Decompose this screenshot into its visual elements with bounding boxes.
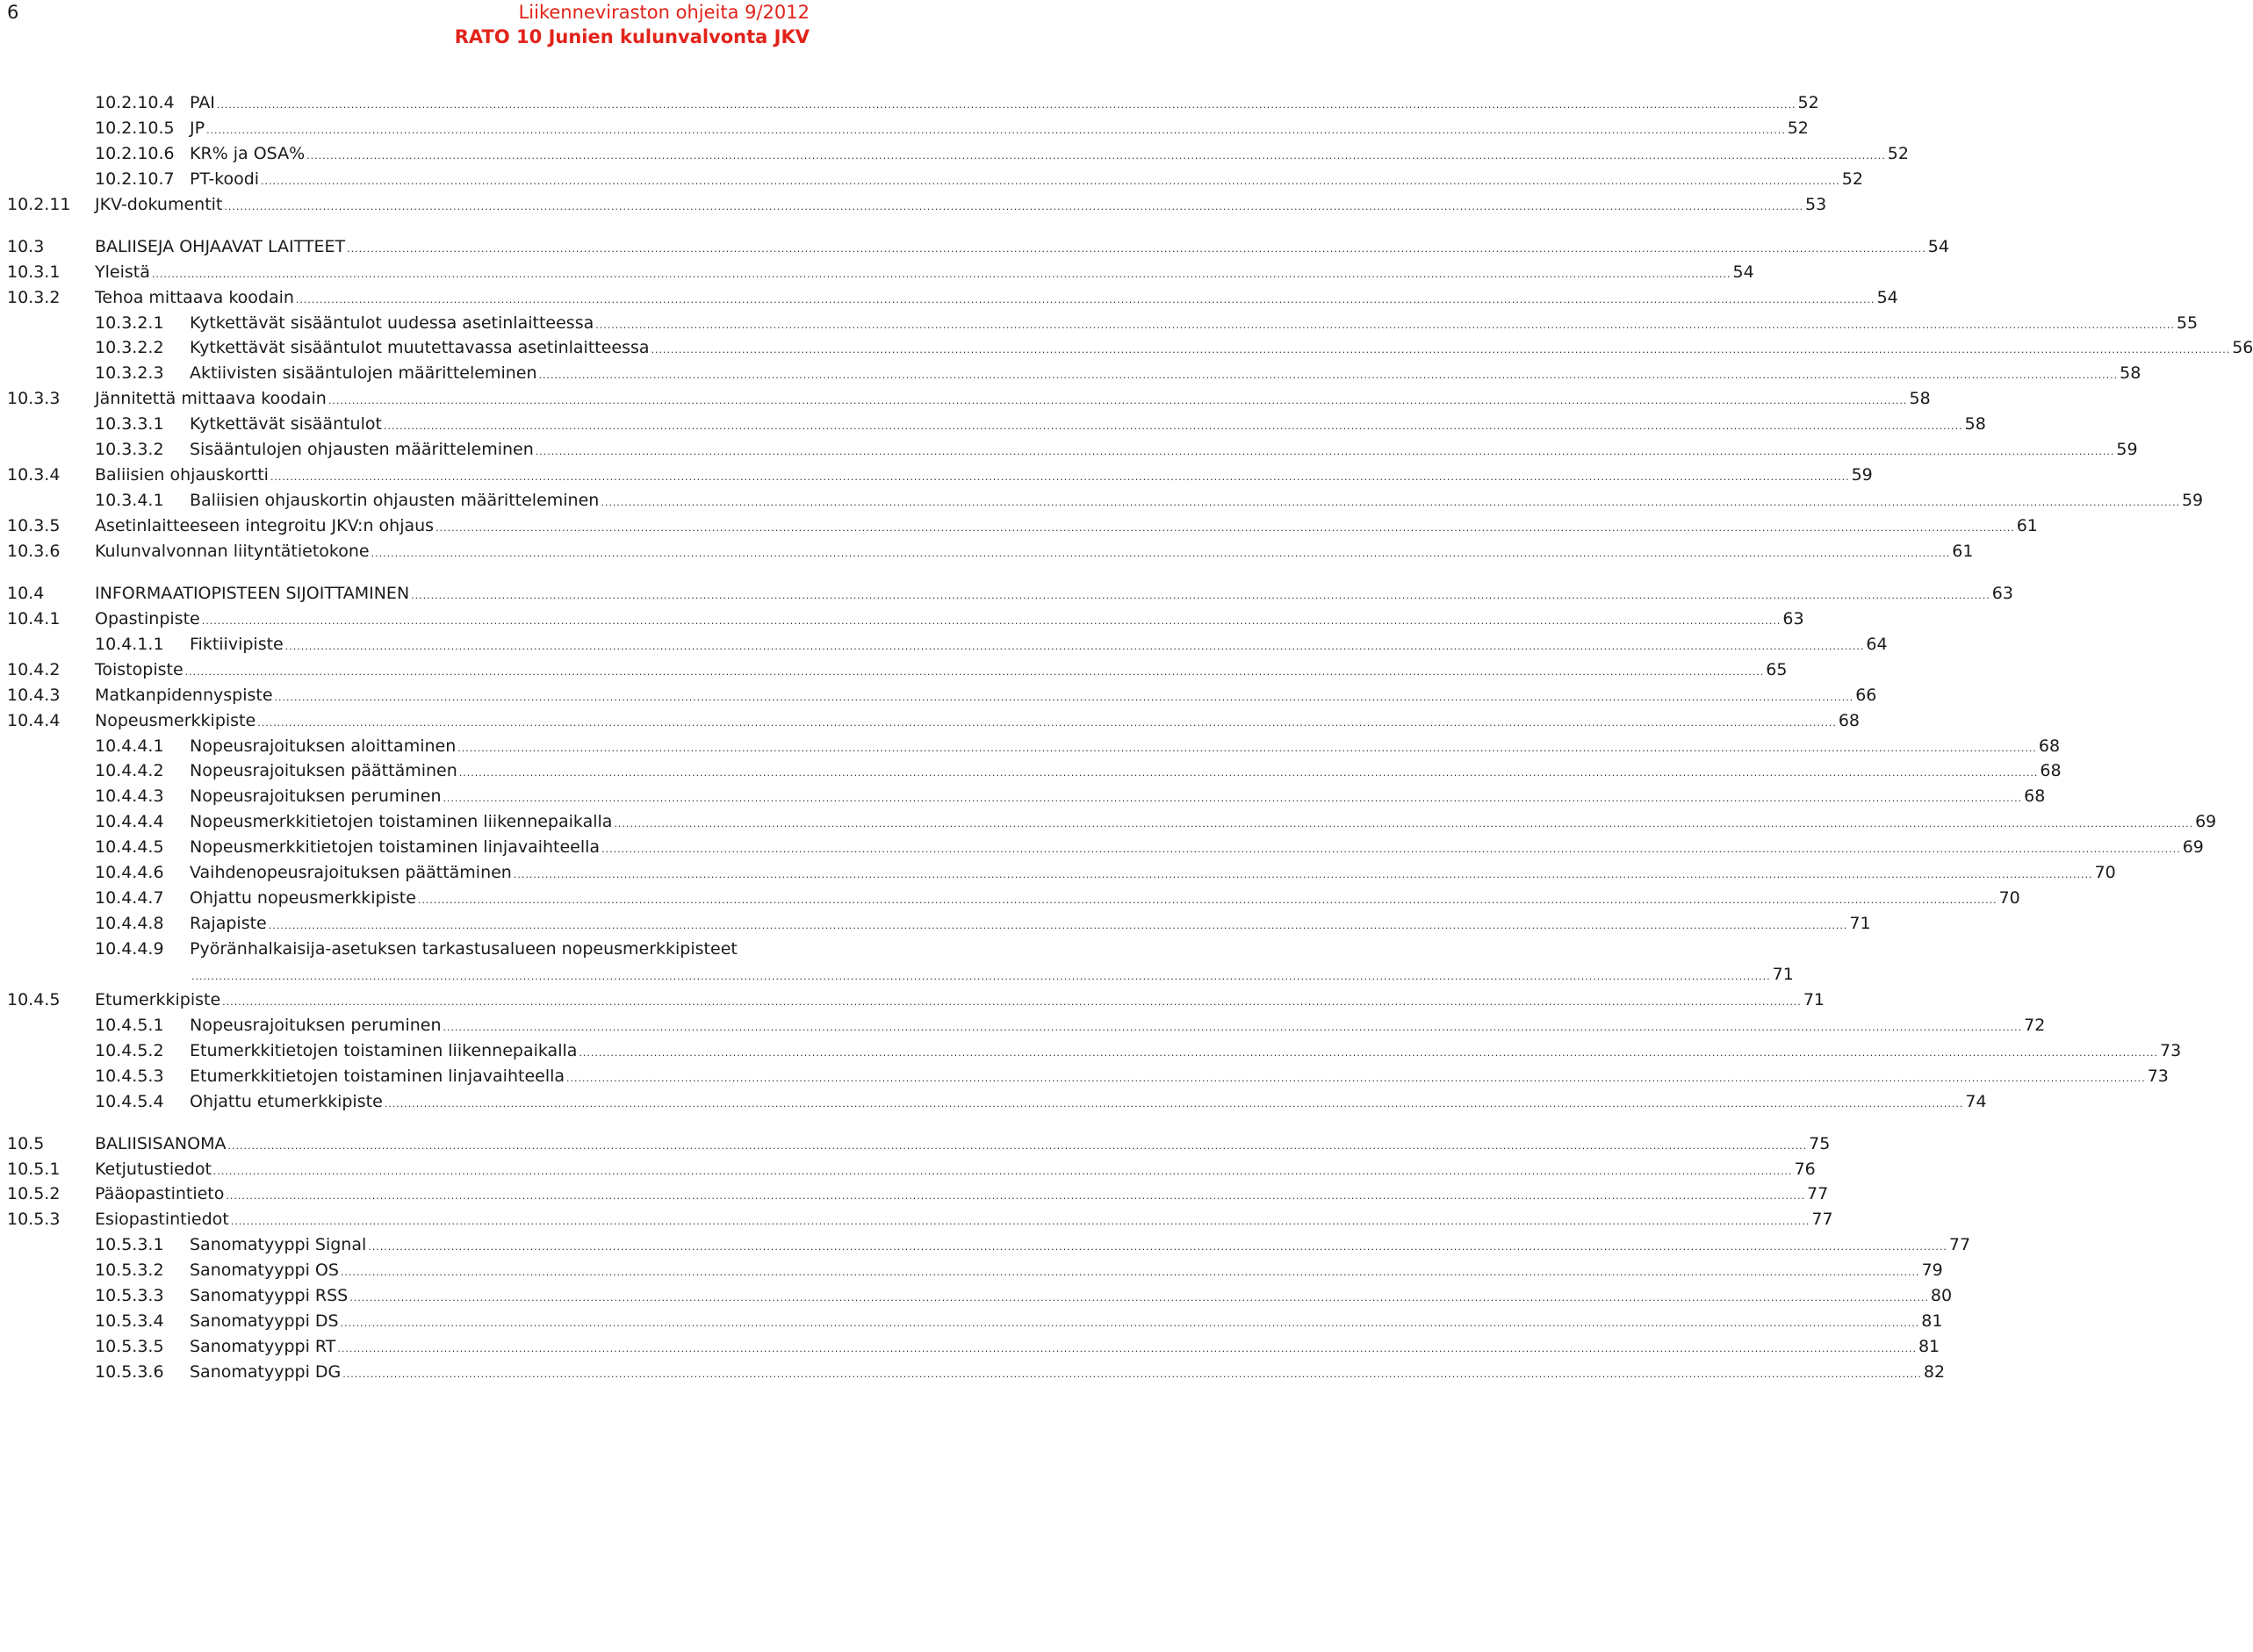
toc-entry[interactable] — [0, 437, 2138, 463]
table-of-contents — [0, 90, 2253, 1385]
toc-entry-number: 10.4.5.4 — [95, 1091, 164, 1111]
toc-entry[interactable] — [0, 937, 843, 962]
toc-entry-title: Ketjutustiedot — [95, 1159, 212, 1179]
dot-leader: ................................................................................................................................................................................................................................................................................................................................................................................................................ — [458, 767, 2039, 779]
toc-entry-number: 10.4.4.5 — [95, 837, 164, 858]
dot-leader: ................................................................................................................................................................................................................................................................................................................................................................................................................ — [212, 1165, 1793, 1177]
toc-entry-number: 10.3.4 — [7, 465, 61, 485]
toc-entry-title: Baliisien ohjauskortin ohjausten määritteleminen — [190, 491, 600, 511]
document-title: RATO 10 Junien kulunvalvonta JKV — [454, 26, 810, 47]
toc-entry-title: INFORMAATIOPISTEEN SIJOITTAMINEN — [95, 583, 410, 603]
toc-entry-number: 10.3.6 — [7, 541, 61, 561]
toc-entry[interactable] — [0, 1334, 1940, 1360]
toc-entry[interactable] — [0, 1089, 1987, 1115]
toc-entry-number: 10.3.1 — [7, 262, 61, 282]
toc-entry-number: 10.3 — [7, 236, 45, 256]
toc-entry-title: Kulunvalvonnan liityntätietokone — [95, 541, 370, 561]
dot-leader: ................................................................................................................................................................................................................................................................................................................................................................................................................ — [651, 344, 2231, 356]
toc-entry-page: 68 — [1838, 710, 1861, 730]
toc-entry-title: Rajapiste — [190, 914, 267, 934]
toc-entry[interactable] — [0, 141, 1909, 167]
toc-entry[interactable] — [0, 514, 2038, 539]
toc-entry[interactable] — [0, 260, 1754, 285]
dot-leader: ................................................................................................................................................................................................................................................................................................................................................................................................................ — [384, 1097, 1964, 1110]
toc-entry-title: Sanomatyyppi Signal — [190, 1235, 367, 1255]
toc-entry[interactable] — [0, 335, 2253, 361]
toc-entry-title: BALIISISANOMA — [95, 1133, 227, 1153]
page-number: 6 — [7, 2, 19, 23]
toc-entry-page: 79 — [1921, 1261, 1943, 1281]
toc-entry-title: Fiktiivipiste — [190, 634, 284, 654]
dot-leader: ................................................................................................................................................................................................................................................................................................................................................................................................................ — [226, 1190, 1806, 1203]
toc-entry[interactable] — [0, 539, 1974, 564]
dot-leader: ................................................................................................................................................................................................................................................................................................................................................................................................................ — [443, 1021, 2023, 1033]
toc-entry-number: 10.2.10.5 — [95, 118, 175, 138]
toc-entry-page: 59 — [2116, 440, 2138, 460]
toc-entry[interactable] — [0, 988, 1825, 1013]
dot-leader: ................................................................................................................................................................................................................................................................................................................................................................................................................ — [257, 716, 1837, 729]
toc-entry-page: 63 — [1782, 608, 1804, 628]
toc-entry-title: Sisääntulojen ohjausten määritteleminen — [190, 440, 534, 460]
toc-entry-title: Sanomatyyppi DG — [190, 1362, 342, 1382]
toc-entry-page: 68 — [2024, 786, 2046, 807]
toc-entry-title: Kytkettävät sisääntulot — [190, 414, 382, 435]
toc-entry-title: Matkanpidennyspiste — [95, 685, 273, 705]
toc-entry-title: Ohjattu etumerkkipiste — [190, 1091, 383, 1111]
toc-entry[interactable] — [0, 90, 1819, 116]
toc-entry-page: 74 — [1965, 1091, 1987, 1111]
toc-entry-number: 10.4.5.3 — [95, 1066, 164, 1086]
toc-entry[interactable] — [0, 657, 1788, 683]
dot-leader: ................................................................................................................................................................................................................................................................................................................................................................................................................ — [342, 1368, 1922, 1380]
toc-entry-number: 10.5.3.2 — [95, 1261, 164, 1281]
dot-leader: ................................................................................................................................................................................................................................................................................................................................................................................................................ — [371, 547, 1951, 559]
toc-entry-page: 64 — [1866, 634, 1888, 654]
toc-entry[interactable] — [0, 708, 1861, 734]
toc-entry[interactable] — [0, 758, 2062, 784]
toc-entry-continuation[interactable] — [0, 962, 1794, 988]
toc-entry-number: 10.5.3.5 — [95, 1337, 164, 1357]
toc-entry-page: 54 — [1732, 262, 1754, 282]
toc-entry[interactable] — [0, 116, 1809, 141]
toc-entry-page: 58 — [2120, 363, 2141, 384]
toc-entry-number: 10.3.3 — [7, 389, 61, 409]
toc-entry[interactable] — [0, 809, 2217, 835]
toc-entry[interactable] — [0, 412, 1986, 437]
dot-leader: ................................................................................................................................................................................................................................................................................................................................................................................................................ — [601, 497, 2180, 509]
toc-entry[interactable] — [0, 192, 1827, 218]
toc-entry-number: 10.3.3.2 — [95, 440, 164, 460]
toc-entry-page: 66 — [1855, 685, 1877, 705]
toc-entry-number: 10.4.1 — [7, 608, 61, 628]
toc-entry-page: 80 — [1930, 1286, 1953, 1306]
toc-entry-page: 63 — [1991, 583, 2013, 603]
toc-entry-number: 10.3.2.3 — [95, 363, 164, 384]
dot-leader: ................................................................................................................................................................................................................................................................................................................................................................................................................ — [513, 869, 2093, 881]
toc-entry-title: BALIISEJA OHJAAVAT LAITTEET — [95, 236, 346, 256]
toc-entry[interactable] — [0, 886, 2020, 911]
toc-entry-title: Tehoa mittaava koodain — [95, 287, 294, 307]
toc-entry[interactable] — [0, 463, 1873, 488]
toc-entry-title: Nopeusmerkkitietojen toistaminen linjavaihteella — [190, 837, 601, 858]
publication-title: Liikenneviraston ohjeita 9/2012 — [518, 2, 810, 23]
toc-entry-page: 72 — [2024, 1015, 2046, 1035]
toc-entry-number: 10.2.11 — [7, 194, 71, 214]
toc-entry-number: 10.3.5 — [7, 516, 61, 535]
toc-entry-number: 10.4.2 — [7, 659, 61, 679]
toc-entry-title: KR% ja OSA% — [190, 143, 306, 163]
toc-entry-title: Etumerkkipiste — [95, 989, 221, 1009]
toc-entry[interactable] — [0, 1157, 1816, 1182]
toc-entry-page: 68 — [2040, 761, 2062, 781]
toc-entry[interactable] — [0, 234, 1949, 260]
toc-entry-title: Sanomatyyppi OS — [190, 1261, 339, 1281]
dot-leader: ................................................................................................................................................................................................................................................................................................................................................................................................................ — [270, 471, 1850, 484]
dot-leader: ................................................................................................................................................................................................................................................................................................................................................................................................................ — [417, 894, 1997, 907]
toc-entry-page: 77 — [1807, 1184, 1829, 1204]
dot-leader: ................................................................................................................................................................................................................................................................................................................................................................................................................ — [268, 920, 1848, 932]
toc-entry-number: 10.4.4.6 — [95, 863, 164, 883]
toc-entry[interactable] — [0, 488, 2204, 514]
toc-entry-title: PAI — [190, 93, 215, 112]
dot-leader: ................................................................................................................................................................................................................................................................................................................................................................................................................ — [337, 1343, 1917, 1355]
toc-entry-title: Baliisien ohjauskortti — [95, 465, 269, 485]
toc-entry-title: JP — [190, 118, 205, 138]
toc-entry[interactable] — [0, 835, 2204, 860]
toc-entry-page: 71 — [1772, 964, 1794, 984]
toc-entry[interactable] — [0, 386, 1931, 412]
toc-entry-title: Toistopiste — [95, 659, 184, 679]
toc-entry-title: Asetinlaitteeseen integroitu JKV:n ohjaus — [95, 516, 435, 535]
dot-leader: ................................................................................................................................................................................................................................................................................................................................................................................................................ — [184, 665, 1765, 678]
toc-entry-page: 73 — [2147, 1066, 2169, 1086]
toc-entry[interactable] — [0, 167, 1863, 192]
toc-entry-number: 10.4.4.2 — [95, 761, 164, 781]
toc-entry-title: Etumerkkitietojen toistaminen liikennepaikalla — [190, 1040, 578, 1060]
toc-entry-page: 69 — [2195, 812, 2217, 832]
toc-entry-number: 10.4.1.1 — [95, 634, 164, 654]
toc-entry-page: 56 — [2232, 338, 2253, 358]
toc-entry[interactable] — [0, 1013, 2046, 1038]
toc-entry-page: 75 — [1809, 1133, 1831, 1153]
toc-entry-page: 77 — [1948, 1235, 1971, 1255]
toc-entry-page: 54 — [1927, 236, 1949, 256]
toc-entry-page: 52 — [1787, 118, 1809, 138]
toc-entry-page: 52 — [1841, 169, 1863, 189]
toc-entry-title: Nopeusrajoituksen peruminen — [190, 1015, 442, 1035]
toc-entry[interactable] — [0, 607, 1804, 632]
toc-entry-title: Nopeusrajoituksen aloittaminen — [190, 736, 457, 756]
dot-leader: ................................................................................................................................................................................................................................................................................................................................................................................................................ — [601, 844, 2181, 856]
toc-entry-title: PT-koodi — [190, 169, 260, 189]
toc-entry-title: Nopeusmerkkitietojen toistaminen liikennepaikalla — [190, 812, 613, 832]
toc-entry-number: 10.4.3 — [7, 685, 61, 705]
dot-leader: ................................................................................................................................................................................................................................................................................................................................................................................................................ — [216, 99, 1796, 111]
toc-entry-page: 81 — [1921, 1311, 1943, 1332]
toc-entry-number: 10.4.4.9 — [95, 939, 164, 959]
toc-entry[interactable] — [0, 911, 1871, 937]
toc-entry-page: 54 — [1876, 287, 1898, 307]
dot-leader: ................................................................................................................................................................................................................................................................................................................................................................................................................ — [457, 742, 2037, 754]
toc-entry[interactable] — [0, 734, 2061, 759]
dot-leader: ................................................................................................................................................................................................................................................................................................................................................................................................................ — [230, 1216, 1810, 1228]
toc-entry[interactable] — [0, 1131, 1831, 1157]
dot-leader: ................................................................................................................................................................................................................................................................................................................................................................................................................ — [295, 293, 1875, 305]
dot-leader: ................................................................................................................................................................................................................................................................................................................................................................................................................ — [261, 175, 1840, 187]
dot-leader: ................................................................................................................................................................................................................................................................................................................................................................................................................ — [227, 1139, 1808, 1152]
toc-entry-number: 10.5.3.1 — [95, 1235, 164, 1255]
dot-leader: ................................................................................................................................................................................................................................................................................................................................................................................................................ — [274, 691, 1854, 703]
toc-entry-title: Kytkettävät sisääntulot uudessa asetinlaitteessa — [190, 312, 594, 333]
toc-entry-number: 10.5.2 — [7, 1184, 61, 1204]
toc-entry-number: 10.4.4.8 — [95, 914, 164, 934]
dot-leader: ................................................................................................................................................................................................................................................................................................................................................................................................................ — [411, 589, 1990, 601]
dot-leader: ................................................................................................................................................................................................................................................................................................................................................................................................................ — [206, 124, 1786, 136]
toc-entry[interactable] — [0, 1038, 2182, 1064]
toc-entry-number: 10.4.5 — [7, 989, 61, 1009]
toc-entry-number: 10.4.4.3 — [95, 786, 164, 807]
toc-entry-title: Sanomatyyppi RSS — [190, 1286, 349, 1306]
toc-entry-title: JKV-dokumentit — [95, 194, 223, 214]
toc-entry-page: 76 — [1794, 1159, 1816, 1179]
toc-entry-number: 10.3.2 — [7, 287, 61, 307]
toc-entry-number: 10.4.4.7 — [95, 888, 164, 909]
toc-entry-title: Etumerkkitietojen toistaminen linjavaihteella — [190, 1066, 565, 1086]
toc-entry[interactable] — [0, 1360, 1946, 1385]
toc-entry-number: 10.4.4 — [7, 710, 61, 730]
toc-entry-title: Opastinpiste — [95, 608, 200, 628]
dot-leader: ................................................................................................................................................................................................................................................................................................................................................................................................................ — [222, 995, 1802, 1008]
toc-entry[interactable] — [0, 860, 2116, 886]
toc-entry-number: 10.5.3.4 — [95, 1311, 164, 1332]
dot-leader: ................................................................................................................................................................................................................................................................................................................................................................................................................ — [201, 614, 1782, 627]
toc-entry[interactable] — [0, 285, 1898, 311]
dot-leader: ................................................................................................................................................................................................................................................................................................................................................................................................................ — [224, 200, 1804, 212]
dot-leader: ................................................................................................................................................................................................................................................................................................................................................................................................................ — [443, 793, 2023, 805]
toc-entry[interactable] — [0, 1283, 1953, 1309]
toc-entry-page: 58 — [1909, 389, 1931, 409]
dot-leader: ................................................................................................................................................................................................................................................................................................................................................................................................................ — [538, 370, 2119, 382]
toc-entry-page: 73 — [2160, 1040, 2182, 1060]
toc-entry-number: 10.4.4.1 — [95, 736, 164, 756]
dot-leader: ................................................................................................................................................................................................................................................................................................................................................................................................................ — [535, 446, 2115, 458]
toc-entry[interactable] — [0, 784, 2046, 809]
toc-entry-title: Vaihdenopeusrajoituksen päättäminen — [190, 863, 512, 883]
toc-entry[interactable] — [0, 1207, 1833, 1232]
dot-leader: ................................................................................................................................................................................................................................................................................................................................................................................................................ — [383, 420, 1963, 433]
toc-entry-page: 82 — [1923, 1362, 1946, 1382]
toc-entry-page: 68 — [2038, 736, 2061, 756]
toc-entry-title: Aktiivisten sisääntulojen määritteleminen — [190, 363, 537, 384]
dot-leader: ................................................................................................................................................................................................................................................................................................................................................................................................................ — [349, 1292, 1929, 1304]
toc-entry-number: 10.4 — [7, 583, 45, 603]
toc-entry-page: 70 — [2094, 863, 2116, 883]
toc-entry-page: 52 — [1797, 93, 1819, 112]
toc-entry-page: 53 — [1805, 194, 1827, 214]
toc-entry-page: 59 — [2181, 491, 2204, 511]
toc-entry-page: 69 — [2182, 837, 2204, 858]
toc-entry-page: 61 — [1952, 541, 1974, 561]
toc-entry-number: 10.2.10.6 — [95, 143, 175, 163]
toc-entry-page: 65 — [1766, 659, 1788, 679]
toc-entry-number: 10.4.5.2 — [95, 1040, 164, 1060]
toc-entry[interactable] — [0, 683, 1877, 708]
dot-leader: ................................................................................................................................................................................................................................................................................................................................................................................................................ — [595, 319, 2175, 331]
toc-entry[interactable] — [0, 1064, 2169, 1089]
dot-leader: ................................................................................................................................................................................................................................................................................................................................................................................................................ — [347, 242, 1926, 255]
toc-entry-number: 10.2.10.4 — [95, 93, 175, 112]
toc-entry-title: Esiopastintiedot — [95, 1210, 229, 1230]
toc-entry-number: 10.5.3.3 — [95, 1286, 164, 1306]
toc-entry[interactable] — [0, 311, 2199, 336]
toc-entry-number: 10.4.4.4 — [95, 812, 164, 832]
toc-entry[interactable] — [0, 1232, 1971, 1258]
toc-entry-title: Nopeusmerkkipiste — [95, 710, 256, 730]
toc-entry-page: 59 — [1851, 465, 1873, 485]
toc-entry-title: Jännitettä mittaava koodain — [95, 389, 327, 409]
dot-leader: ................................................................................................................................................................................................................................................................................................................................................................................................................ — [579, 1046, 2159, 1059]
dot-leader: ................................................................................................................................................................................................................................................................................................................................................................................................................ — [306, 149, 1886, 162]
toc-entry-number: 10.5.1 — [7, 1159, 61, 1179]
dot-leader: ................................................................................................................................................................................................................................................................................................................................................................................................................ — [284, 640, 1865, 652]
toc-entry-number: 10.3.3.1 — [95, 414, 164, 435]
toc-entry[interactable] — [0, 1258, 1943, 1283]
toc-entry[interactable] — [0, 1309, 1943, 1334]
dot-leader: ................................................................................................................................................................................................................................................................................................................................................................................................................ — [435, 522, 2015, 534]
dot-leader: ................................................................................................................................................................................................................................................................................................................................................................................................................ — [340, 1267, 1920, 1279]
toc-entry-title: Ohjattu nopeusmerkkipiste — [190, 888, 416, 909]
toc-entry-title: Sanomatyyppi DS — [190, 1311, 339, 1332]
toc-entry-number: 10.2.10.7 — [95, 169, 175, 189]
toc-entry-page: 52 — [1887, 143, 1909, 163]
dot-leader: ................................................................................................................................................................................................................................................................................................................................................................................................................ — [151, 268, 1731, 280]
toc-entry-title: Sanomatyyppi RT — [190, 1337, 336, 1357]
toc-entry-number: 10.4.5.1 — [95, 1015, 164, 1035]
toc-entry-title: Pyöränhalkaisija-asetuksen tarkastusalueen nopeusmerkkipisteet — [190, 939, 738, 959]
toc-entry-title: Yleistä — [95, 262, 150, 282]
toc-entry-page: 81 — [1918, 1337, 1940, 1357]
toc-entry-number: 10.3.4.1 — [95, 491, 164, 511]
toc-entry-title: Nopeusrajoituksen päättäminen — [190, 761, 457, 781]
toc-entry-page: 71 — [1803, 989, 1825, 1009]
toc-entry-page: 71 — [1849, 914, 1871, 934]
toc-entry-title: Kytkettävät sisääntulot muutettavassa asetinlaitteessa — [190, 338, 650, 358]
toc-entry-page: 77 — [1811, 1210, 1833, 1230]
page-header — [0, 0, 843, 53]
toc-entry[interactable] — [0, 632, 1888, 657]
toc-entry-title: Nopeusrajoituksen peruminen — [190, 786, 442, 807]
dot-leader: ................................................................................................................................................................................................................................................................................................................................................................................................................ — [614, 818, 2194, 830]
toc-entry-page: 55 — [2176, 312, 2199, 333]
toc-entry-number: 10.5.3 — [7, 1210, 61, 1230]
toc-entry[interactable] — [0, 361, 2141, 386]
toc-entry-number: 10.5.3.6 — [95, 1362, 164, 1382]
toc-entry-number: 10.3.2.1 — [95, 312, 164, 333]
toc-entry-number: 10.3.2.2 — [95, 338, 164, 358]
toc-entry-number: 10.5 — [7, 1133, 45, 1153]
toc-entry[interactable] — [0, 1182, 1829, 1207]
dot-leader: ................................................................................................................................................................................................................................................................................................................................................................................................................ — [340, 1318, 1920, 1330]
dot-leader: ................................................................................................................................................................................................................................................................................................................................................................................................................ — [191, 970, 1771, 982]
toc-entry-title: Pääopastintieto — [95, 1184, 225, 1204]
dot-leader: ................................................................................................................................................................................................................................................................................................................................................................................................................ — [566, 1072, 2146, 1084]
toc-entry-page: 70 — [1998, 888, 2020, 909]
dot-leader: ................................................................................................................................................................................................................................................................................................................................................................................................................ — [328, 395, 1908, 407]
toc-entry-page: 61 — [2016, 516, 2038, 535]
dot-leader: ................................................................................................................................................................................................................................................................................................................................................................................................................ — [368, 1241, 1947, 1253]
toc-entry[interactable] — [0, 581, 2013, 607]
toc-entry-page: 58 — [1964, 414, 1986, 435]
